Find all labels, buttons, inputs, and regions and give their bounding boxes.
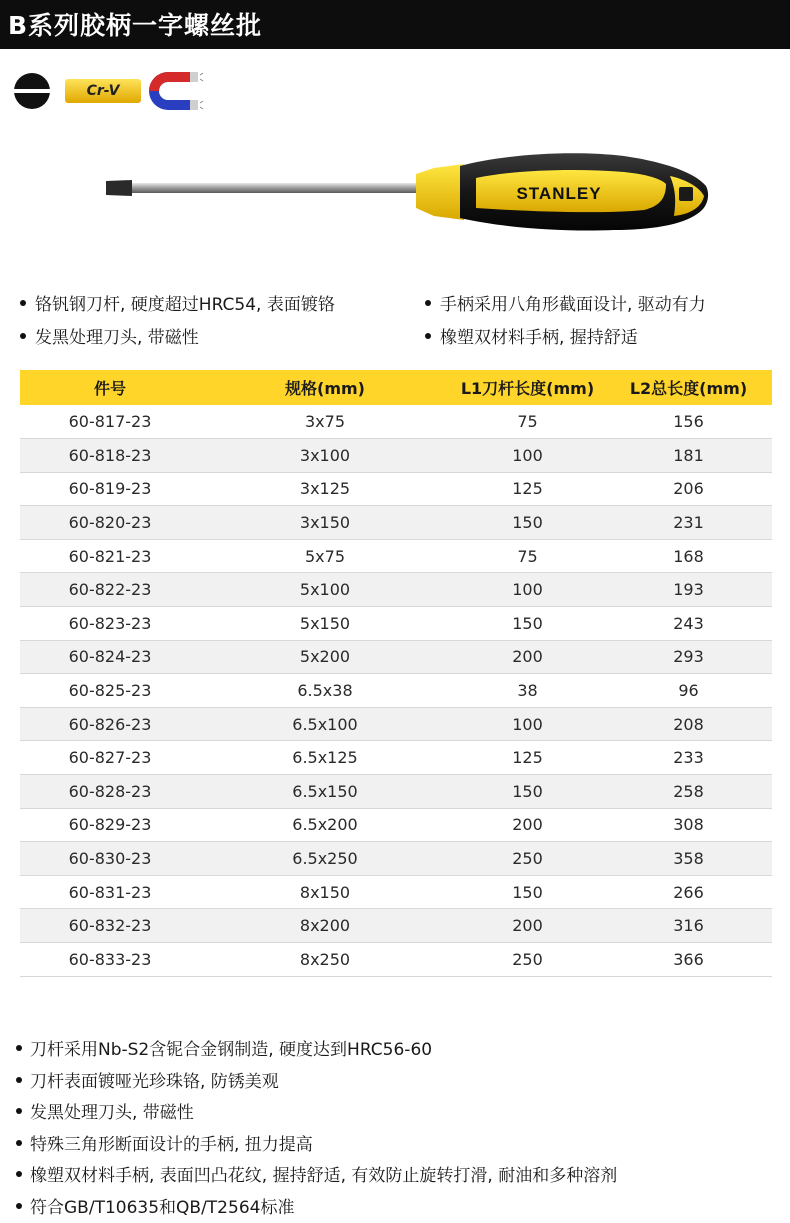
spec-table xyxy=(20,370,772,977)
bullet-icon xyxy=(425,333,431,339)
cell-part-number: 60-821-23 xyxy=(20,539,200,573)
header-part-number: 件号 xyxy=(20,370,200,405)
cell-total-length: 316 xyxy=(605,909,772,943)
list-item: 手柄采用八角形截面设计, 驱动有力 xyxy=(425,290,706,315)
table-row xyxy=(20,472,772,506)
list-item: 刀杆采用Nb-S2含铌合金钢制造, 硬度达到HRC56-60 xyxy=(16,1035,786,1067)
title-bar xyxy=(0,0,790,49)
table-row xyxy=(20,842,772,876)
spec-table-body xyxy=(20,405,772,976)
list-item: 铬钒钢刀杆, 硬度超过HRC54, 表面镀铬 xyxy=(20,290,335,315)
crv-badge-icon xyxy=(64,78,142,104)
cell-part-number: 60-819-23 xyxy=(20,472,200,506)
cell-spec: 3x75 xyxy=(200,405,450,439)
table-row xyxy=(20,741,772,775)
cell-total-length: 358 xyxy=(605,842,772,876)
cell-shaft-length: 150 xyxy=(450,875,605,909)
cell-shaft-length: 125 xyxy=(450,472,605,506)
cell-part-number: 60-825-23 xyxy=(20,674,200,708)
cell-shaft-length: 250 xyxy=(450,943,605,977)
cell-total-length: 243 xyxy=(605,607,772,641)
list-item: 橡塑双材料手柄, 握持舒适 xyxy=(425,323,638,348)
bullet-icon xyxy=(20,300,26,306)
list-item: 符合GB/T10635和QB/T2564标准 xyxy=(16,1193,786,1223)
cell-total-length: 233 xyxy=(605,741,772,775)
table-row xyxy=(20,775,772,809)
cell-shaft-length: 150 xyxy=(450,607,605,641)
cell-shaft-length: 100 xyxy=(450,573,605,607)
cell-shaft-length: 250 xyxy=(450,842,605,876)
cell-spec: 6.5x150 xyxy=(200,775,450,809)
features-bottom-list xyxy=(16,1035,786,1223)
cell-shaft-length: 125 xyxy=(450,741,605,775)
list-item: 橡塑双材料手柄, 表面凹凸花纹, 握持舒适, 有效防止旋转打滑, 耐油和多种溶剂 xyxy=(16,1161,786,1193)
table-row xyxy=(20,506,772,540)
cell-spec: 5x200 xyxy=(200,640,450,674)
cell-shaft-length: 150 xyxy=(450,506,605,540)
cell-total-length: 206 xyxy=(605,472,772,506)
list-item: 刀杆表面镀哑光珍珠铬, 防锈美观 xyxy=(16,1067,786,1099)
table-row xyxy=(20,439,772,473)
list-item: 发黑处理刀头, 带磁性 xyxy=(16,1098,786,1130)
magnet-icon xyxy=(146,68,204,114)
table-row xyxy=(20,607,772,641)
cell-spec: 6.5x125 xyxy=(200,741,450,775)
crv-label: Cr-V xyxy=(86,83,120,99)
list-item: 发黑处理刀头, 带磁性 xyxy=(20,323,199,348)
cell-shaft-length: 200 xyxy=(450,640,605,674)
cell-part-number: 60-830-23 xyxy=(20,842,200,876)
cell-total-length: 258 xyxy=(605,775,772,809)
cell-spec: 3x125 xyxy=(200,472,450,506)
page-title: B系列胶柄一字螺丝批 xyxy=(8,11,263,40)
cell-part-number: 60-827-23 xyxy=(20,741,200,775)
cell-spec: 8x250 xyxy=(200,943,450,977)
cell-total-length: 193 xyxy=(605,573,772,607)
bullet-icon xyxy=(16,1045,22,1051)
cell-shaft-length: 75 xyxy=(450,405,605,439)
cell-total-length: 366 xyxy=(605,943,772,977)
table-row xyxy=(20,909,772,943)
slotted-tip-icon xyxy=(14,73,50,109)
cell-spec: 6.5x250 xyxy=(200,842,450,876)
table-row xyxy=(20,875,772,909)
cell-shaft-length: 200 xyxy=(450,808,605,842)
bullet-icon xyxy=(16,1140,22,1146)
cell-spec: 5x75 xyxy=(200,539,450,573)
cell-part-number: 60-829-23 xyxy=(20,808,200,842)
table-row xyxy=(20,943,772,977)
cell-shaft-length: 200 xyxy=(450,909,605,943)
cell-shaft-length: 38 xyxy=(450,674,605,708)
table-row xyxy=(20,707,772,741)
cell-spec: 3x150 xyxy=(200,506,450,540)
cell-shaft-length: 150 xyxy=(450,775,605,809)
cell-part-number: 60-833-23 xyxy=(20,943,200,977)
cell-spec: 5x100 xyxy=(200,573,450,607)
table-row xyxy=(20,405,772,439)
cell-part-number: 60-822-23 xyxy=(20,573,200,607)
cell-total-length: 168 xyxy=(605,539,772,573)
cell-part-number: 60-823-23 xyxy=(20,607,200,641)
cell-spec: 6.5x100 xyxy=(200,707,450,741)
cell-total-length: 156 xyxy=(605,405,772,439)
cell-total-length: 231 xyxy=(605,506,772,540)
cell-part-number: 60-817-23 xyxy=(20,405,200,439)
cell-total-length: 208 xyxy=(605,707,772,741)
cell-shaft-length: 100 xyxy=(450,439,605,473)
cell-part-number: 60-828-23 xyxy=(20,775,200,809)
cell-total-length: 308 xyxy=(605,808,772,842)
table-row xyxy=(20,674,772,708)
cell-spec: 6.5x38 xyxy=(200,674,450,708)
table-row xyxy=(20,539,772,573)
cell-spec: 6.5x200 xyxy=(200,808,450,842)
cell-part-number: 60-831-23 xyxy=(20,875,200,909)
bullet-icon xyxy=(16,1203,22,1209)
cell-shaft-length: 100 xyxy=(450,707,605,741)
cell-part-number: 60-820-23 xyxy=(20,506,200,540)
screwdriver-image xyxy=(104,150,716,240)
cell-part-number: 60-832-23 xyxy=(20,909,200,943)
cell-spec: 8x150 xyxy=(200,875,450,909)
bullet-icon xyxy=(16,1171,22,1177)
cell-part-number: 60-824-23 xyxy=(20,640,200,674)
cell-total-length: 181 xyxy=(605,439,772,473)
table-row xyxy=(20,573,772,607)
table-row xyxy=(20,808,772,842)
table-header-row xyxy=(20,370,772,405)
bullet-icon xyxy=(20,333,26,339)
list-item: 特殊三角形断面设计的手柄, 扭力提高 xyxy=(16,1130,786,1162)
cell-spec: 5x150 xyxy=(200,607,450,641)
cell-part-number: 60-826-23 xyxy=(20,707,200,741)
cell-shaft-length: 75 xyxy=(450,539,605,573)
cell-total-length: 96 xyxy=(605,674,772,708)
cell-total-length: 293 xyxy=(605,640,772,674)
header-spec: 规格(mm) xyxy=(200,370,450,405)
bullet-icon xyxy=(16,1077,22,1083)
bullet-icon xyxy=(425,300,431,306)
cell-spec: 3x100 xyxy=(200,439,450,473)
cell-part-number: 60-818-23 xyxy=(20,439,200,473)
header-total-length: L2总长度(mm) xyxy=(605,370,772,405)
cell-spec: 8x200 xyxy=(200,909,450,943)
brand-logo: STANLEY xyxy=(516,184,602,203)
header-shaft-length: L1刀杆长度(mm) xyxy=(450,370,605,405)
cell-total-length: 266 xyxy=(605,875,772,909)
table-row xyxy=(20,640,772,674)
bullet-icon xyxy=(16,1108,22,1114)
